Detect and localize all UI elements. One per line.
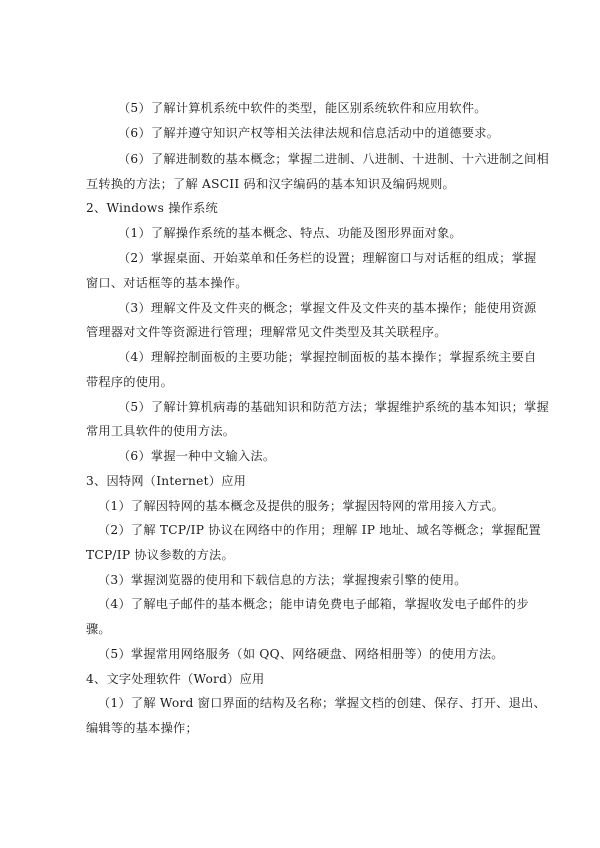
paragraph-line: （5）了解计算机病毒的基础知识和防范方法；掌握维护系统的基本知识；掌握 [118, 400, 549, 414]
paragraph-line: （1）了解因特网的基本概念及提供的服务；掌握因特网的常用接入方式。 [98, 499, 505, 513]
paragraph-line: （3）掌握浏览器的使用和下载信息的方法；掌握搜索引擎的使用。 [98, 573, 467, 587]
paragraph-line: 编辑等的基本操作； [86, 721, 198, 735]
paragraph-line: 常用工具软件的使用方法。 [86, 424, 236, 438]
paragraph-line: （1）了解操作系统的基本概念、特点、功能及图形界面对象。 [118, 226, 462, 240]
paragraph-line: （6）了解并遵守知识产权等相关法律法规和信息活动中的道德要求。 [118, 126, 500, 140]
paragraph-line: （6）了解进制数的基本概念；掌握二进制、八进制、十进制、十六进制之间相 [118, 152, 549, 166]
section-heading: 4、文字处理软件（Word）应用 [86, 672, 265, 686]
paragraph-line: TCP/IP 协议参数的方法。 [86, 548, 234, 562]
paragraph-line: （4）了解电子邮件的基本概念；能申请免费电子邮箱，掌握收发电子邮件的步 [98, 597, 529, 611]
paragraph-line: 骤。 [86, 622, 111, 636]
section-heading: 3、因特网（Internet）应用 [86, 474, 247, 488]
paragraph-line: （1）了解 Word 窗口界面的结构及名称；掌握文档的创建、保存、打开、退出、 [98, 696, 546, 710]
paragraph-line: （2）了解 TCP/IP 协议在网络中的作用；理解 IP 地址、域名等概念；掌握配置 [98, 523, 541, 537]
paragraph-line: （5）掌握常用网络服务（如 QQ、网络硬盘、网络相册等）的使用方法。 [98, 647, 504, 661]
section-heading: 2、Windows 操作系统 [86, 201, 218, 215]
paragraph-line: 带程序的使用。 [86, 375, 174, 389]
paragraph-line: 窗口、对话框等的基本操作。 [86, 276, 248, 290]
paragraph-line: 管理器对文件等资源进行管理；理解常见文件类型及其关联程序。 [86, 325, 447, 339]
paragraph-line: （6）掌握一种中文输入法。 [118, 449, 276, 463]
paragraph-line: （2）掌握桌面、开始菜单和任务栏的设置；理解窗口与对话框的组成；掌握 [118, 251, 537, 265]
paragraph-line: （3）理解文件及文件夹的概念；掌握文件及文件夹的基本操作；能使用资源 [118, 301, 537, 315]
paragraph-line: 互转换的方法；了解 ASCII 码和汉字编码的基本知识及编码规则。 [86, 177, 455, 191]
paragraph-line: （4）理解控制面板的主要功能；掌握控制面板的基本操作；掌握系统主要自 [118, 350, 537, 364]
paragraph-line: （5）了解计算机系统中软件的类型，能区别系统软件和应用软件。 [118, 101, 487, 115]
